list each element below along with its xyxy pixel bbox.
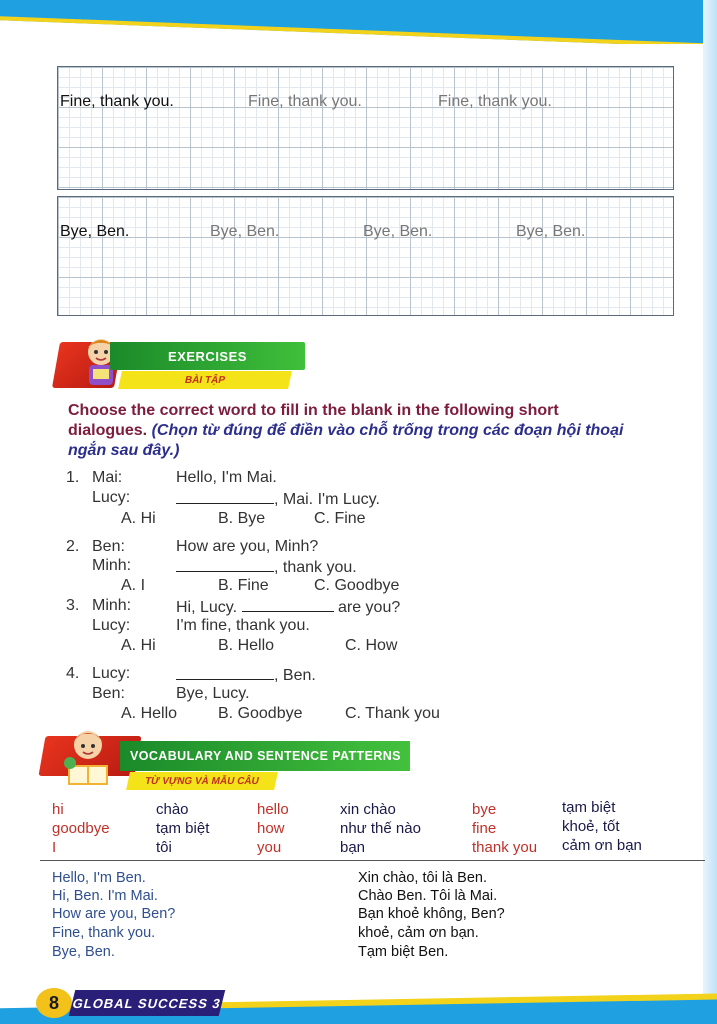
vocab-meaning: chào (156, 801, 189, 818)
trace-sentence: Bye, Ben. (516, 223, 586, 240)
trace-sentence: Bye, Ben. (363, 223, 433, 240)
vocab-word: you (257, 839, 282, 856)
pattern-vietnamese: Xin chào, tôi là Ben. (358, 870, 487, 886)
pattern-vietnamese: Tạm biệt Ben. (358, 944, 449, 960)
vocabulary-subtitle: TỪ VỰNG VÀ MẪU CÂU (126, 772, 278, 790)
speaker: Mai: (92, 469, 123, 486)
option-a[interactable]: A. I (121, 577, 146, 594)
vocab-word: thank you (472, 839, 538, 856)
question-number: 1. (66, 469, 80, 486)
model-sentence: Fine, thank you. (60, 93, 174, 110)
vocabulary-title: VOCABULARY AND SENTENCE PATTERNS (120, 741, 410, 771)
model-sentence: Bye, Ben. (60, 223, 130, 240)
pattern-vietnamese: khoẻ, cảm ơn bạn. (358, 925, 479, 941)
vocab-word: fine (472, 820, 497, 837)
option-a[interactable]: A. Hi (121, 510, 156, 527)
option-a[interactable]: A. Hello (121, 705, 178, 722)
option-b[interactable]: B. Bye (218, 510, 266, 527)
question-number: 2. (66, 538, 80, 555)
speaker: Ben: (92, 538, 125, 555)
vocab-meaning: xin chào (340, 801, 396, 818)
page-number: 8 (36, 988, 72, 1018)
pattern-vietnamese: Bạn khoẻ không, Ben? (358, 906, 505, 922)
answer-blank[interactable] (242, 597, 334, 612)
dialogue-line-with-blank: , thank you. (176, 557, 357, 577)
speaker: Lucy: (92, 617, 131, 634)
pattern-vietnamese: Chào Ben. Tôi là Mai. (358, 888, 498, 904)
vocab-meaning: cảm ơn bạn (562, 837, 642, 854)
pattern-english: Hello, I'm Ben. (52, 870, 146, 886)
vocab-meaning: tôi (156, 839, 172, 856)
exercises-title: EXERCISES (110, 342, 305, 370)
writing-grid-1 (57, 66, 674, 190)
pattern-english: Bye, Ben. (52, 944, 115, 960)
trace-sentence: Fine, thank you. (438, 93, 552, 110)
vocab-word: how (257, 820, 285, 837)
dialogue-line: Hello, I'm Mai. (176, 469, 277, 486)
option-c[interactable]: C. How (345, 637, 398, 654)
dialogue-line: Bye, Lucy. (176, 685, 250, 702)
vocab-meaning: tạm biệt (562, 799, 616, 816)
option-c[interactable]: C. Thank you (345, 705, 440, 722)
vocab-word: I (52, 839, 57, 856)
vocab-word: goodbye (52, 820, 110, 837)
option-b[interactable]: B. Fine (218, 577, 269, 594)
question-number: 3. (66, 597, 80, 614)
trace-sentence: Fine, thank you. (248, 93, 362, 110)
vocab-word: hello (257, 801, 289, 818)
speaker: Lucy: (92, 665, 131, 682)
trace-sentence: Bye, Ben. (210, 223, 280, 240)
speaker: Lucy: (92, 489, 131, 506)
option-b[interactable]: B. Hello (218, 637, 275, 654)
instruction-english: Choose the correct word to fill in the blank in the following short dialogues. (68, 402, 559, 439)
answer-blank[interactable] (176, 665, 274, 680)
series-title: GLOBAL SUCCESS 3 (69, 990, 225, 1016)
vocab-meaning: như thế nào (340, 820, 421, 837)
pattern-english: How are you, Ben? (52, 906, 176, 922)
vocab-meaning: tạm biệt (156, 820, 210, 837)
dialogue-line-with-blank: Hi, Lucy. are you? (176, 599, 401, 616)
writing-grid-2 (57, 196, 674, 316)
top-decorative-band (0, 0, 717, 44)
option-c[interactable]: C. Fine (314, 510, 366, 527)
speaker: Ben: (92, 685, 125, 702)
option-b[interactable]: B. Goodbye (218, 705, 303, 722)
answer-blank[interactable] (176, 489, 274, 504)
option-a[interactable]: A. Hi (121, 637, 156, 654)
dialogue-line-with-blank: , Mai. I'm Lucy. (176, 489, 380, 509)
vocab-meaning: khoẻ, tốt (562, 818, 620, 835)
option-c[interactable]: C. Goodbye (314, 577, 400, 594)
pattern-english: Fine, thank you. (52, 925, 156, 941)
pattern-english: Hi, Ben. I'm Mai. (52, 888, 158, 904)
vocab-word: hi (52, 801, 64, 818)
question-number: 4. (66, 665, 80, 682)
page-edge (703, 0, 717, 1024)
exercises-subtitle: BÀI TẬP (118, 371, 292, 389)
dialogue-line: I'm fine, thank you. (176, 617, 310, 634)
dialogue-line-with-blank: , Ben. (176, 665, 316, 685)
speaker: Minh: (92, 597, 132, 614)
divider (40, 860, 705, 861)
vocab-word: bye (472, 801, 497, 818)
exercise-instruction (68, 401, 628, 461)
instruction-vietnamese: (Chọn từ đúng để điền vào chỗ trống trong các đoạn hội thoại ngắn sau đây.) (68, 422, 624, 459)
reading-kid-mascot-icon (60, 727, 116, 793)
speaker: Minh: (92, 557, 132, 574)
answer-blank[interactable] (176, 557, 274, 572)
dialogue-line: How are you, Minh? (176, 538, 319, 555)
vocab-meaning: bạn (340, 839, 366, 856)
